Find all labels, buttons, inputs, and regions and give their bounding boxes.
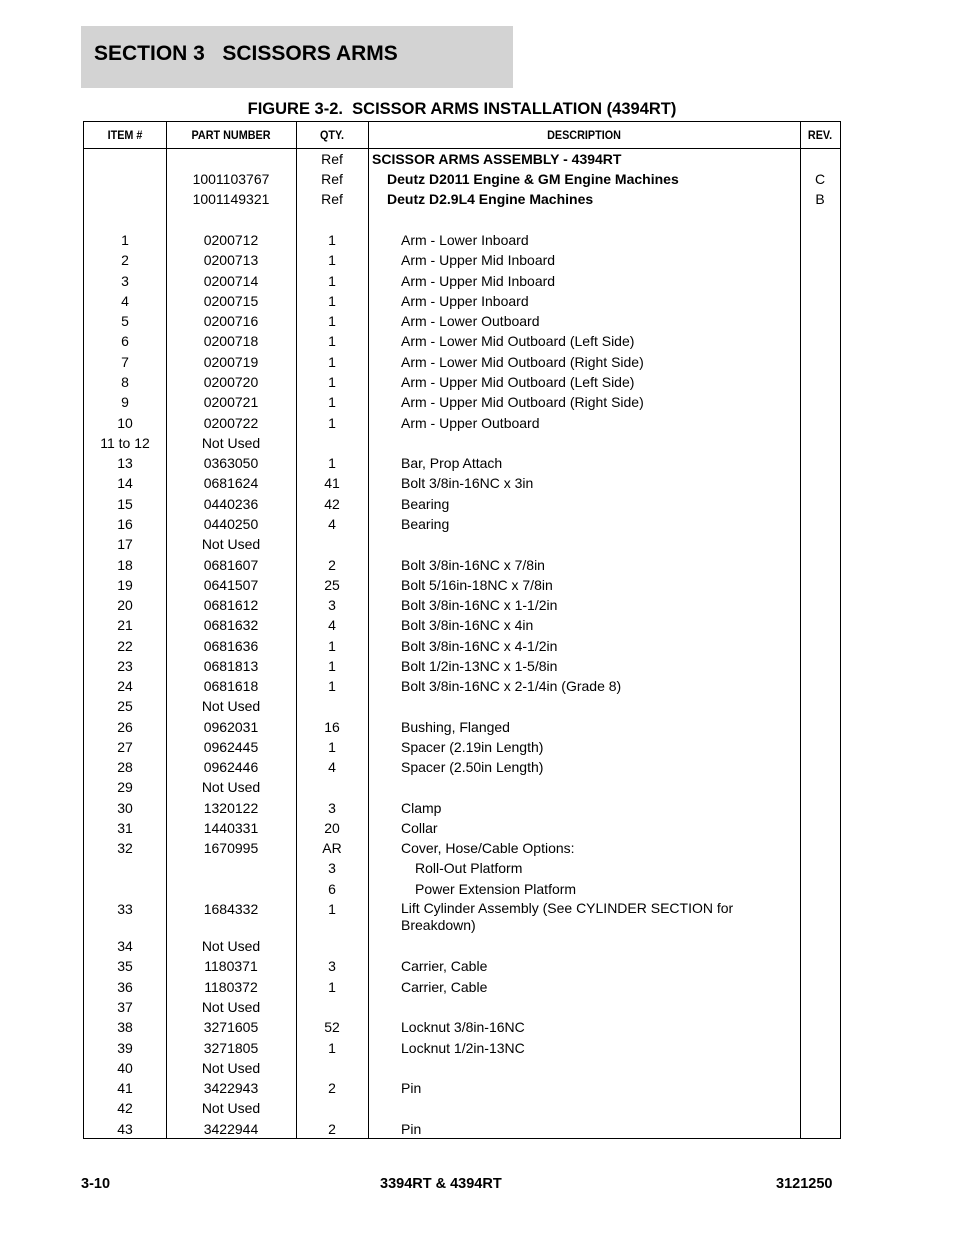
document-number: 3121250 xyxy=(776,1176,833,1192)
quantity-cell: 3 xyxy=(328,800,336,816)
description-cell: Power Extension Platform xyxy=(415,881,577,897)
quantity-cell: 1 xyxy=(328,333,336,349)
part-number-cell: Not Used xyxy=(201,435,261,451)
quantity-cell: 3 xyxy=(328,860,336,876)
table-row xyxy=(84,657,840,676)
header-qty: QTY. xyxy=(319,128,344,142)
item-number-cell: 37 xyxy=(117,999,133,1015)
description-cell: Bearing xyxy=(401,516,450,532)
quantity-cell: 4 xyxy=(328,516,336,532)
table-row xyxy=(84,1079,840,1098)
quantity-cell: Ref xyxy=(321,191,343,207)
item-number-cell: 4 xyxy=(121,293,129,309)
item-number-cell: 21 xyxy=(117,617,133,633)
table-row xyxy=(84,616,840,635)
item-number-cell: 15 xyxy=(117,496,133,512)
description-cell: Carrier, Cable xyxy=(401,979,488,995)
item-number-cell: 32 xyxy=(117,840,133,856)
item-number-cell: 14 xyxy=(117,475,133,491)
table-row xyxy=(84,1120,840,1139)
quantity-cell: 1 xyxy=(328,901,336,917)
table-row xyxy=(84,799,840,818)
parts-table xyxy=(83,121,841,1139)
description-cell: Pin xyxy=(401,1121,422,1137)
quantity-cell: 1 xyxy=(328,273,336,289)
table-row xyxy=(84,251,840,270)
quantity-cell: 1 xyxy=(328,678,336,694)
item-number-cell: 39 xyxy=(117,1040,133,1056)
header-rev: REV. xyxy=(807,128,833,142)
quantity-cell: 6 xyxy=(328,881,336,897)
quantity-cell: 52 xyxy=(324,1019,340,1035)
table-row xyxy=(84,1059,840,1078)
part-number-cell: 0200716 xyxy=(203,313,259,329)
table-row xyxy=(84,150,840,169)
quantity-cell: 1 xyxy=(328,638,336,654)
quantity-cell: 1 xyxy=(328,1040,336,1056)
description-cell: Bolt 3/8in-16NC x 4-1/2in xyxy=(401,638,558,654)
table-row xyxy=(84,535,840,554)
table-row xyxy=(84,596,840,615)
part-number-cell: 0363050 xyxy=(203,455,259,471)
description-cell: Carrier, Cable xyxy=(401,958,488,974)
part-number-cell: 1684332 xyxy=(203,901,259,917)
description-cell: Cover, Hose/Cable Options: xyxy=(401,840,575,856)
quantity-cell: 1 xyxy=(328,415,336,431)
table-row xyxy=(84,937,840,956)
quantity-cell: 4 xyxy=(328,617,336,633)
quantity-cell: 41 xyxy=(324,475,340,491)
header-item: ITEM # xyxy=(107,128,143,142)
table-row xyxy=(84,1099,840,1118)
quantity-cell: 3 xyxy=(328,958,336,974)
item-number-cell: 41 xyxy=(117,1080,133,1096)
revision-cell: B xyxy=(815,191,825,207)
part-number-cell: 0440236 xyxy=(203,496,259,512)
description-cell: Arm - Upper Inboard xyxy=(401,293,529,309)
part-number-cell: Not Used xyxy=(201,698,261,714)
table-row xyxy=(84,900,840,933)
description-cell: Spacer (2.19in Length) xyxy=(401,739,544,755)
header-divider xyxy=(84,148,840,149)
description-cell: SCISSOR ARMS ASSEMBLY - 4394RT xyxy=(372,151,622,167)
part-number-cell: 1001149321 xyxy=(192,191,270,207)
table-row xyxy=(84,434,840,453)
part-number-cell: 0962031 xyxy=(203,719,259,735)
item-number-cell: 24 xyxy=(117,678,133,694)
table-row xyxy=(84,312,840,331)
item-number-cell: 36 xyxy=(117,979,133,995)
quantity-cell: 42 xyxy=(324,496,340,512)
part-number-cell: 0200720 xyxy=(203,374,259,390)
description-cell: Collar xyxy=(401,820,438,836)
quantity-cell: 1 xyxy=(328,658,336,674)
part-number-cell: 0200718 xyxy=(203,333,259,349)
section-header xyxy=(81,26,513,88)
item-number-cell: 18 xyxy=(117,557,133,573)
table-row xyxy=(84,272,840,291)
quantity-cell: 1 xyxy=(328,232,336,248)
part-number-cell: 0962446 xyxy=(203,759,259,775)
table-row xyxy=(84,373,840,392)
item-number-cell: 26 xyxy=(117,719,133,735)
part-number-cell: 3271805 xyxy=(203,1040,259,1056)
item-number-cell: 17 xyxy=(117,536,133,552)
table-row xyxy=(84,414,840,433)
part-number-cell: 1440331 xyxy=(203,820,259,836)
description-cell: Bolt 5/16in-18NC x 7/8in xyxy=(401,577,553,593)
description-cell: Arm - Upper Mid Inboard xyxy=(401,273,556,289)
item-number-cell: 13 xyxy=(117,455,133,471)
quantity-cell: 2 xyxy=(328,1080,336,1096)
part-number-cell: 1180372 xyxy=(204,979,258,995)
table-row xyxy=(84,880,840,899)
item-number-cell: 1 xyxy=(121,232,129,248)
quantity-cell: 3 xyxy=(328,597,336,613)
quantity-cell: 25 xyxy=(324,577,340,593)
table-row xyxy=(84,677,840,696)
table-row xyxy=(84,1039,840,1058)
item-number-cell: 2 xyxy=(121,252,129,268)
item-number-cell: 28 xyxy=(117,759,133,775)
part-number-cell: Not Used xyxy=(201,1100,261,1116)
description-cell: Arm - Lower Mid Outboard (Right Side) xyxy=(401,354,644,370)
item-number-cell: 9 xyxy=(121,394,129,410)
description-cell: Deutz D2.9L4 Engine Machines xyxy=(387,191,594,207)
description-cell: Bar, Prop Attach xyxy=(401,455,503,471)
item-number-cell: 19 xyxy=(117,577,133,593)
part-number-cell: 0681612 xyxy=(203,597,259,613)
description-cell: Arm - Upper Mid Inboard xyxy=(401,252,556,268)
quantity-cell: 20 xyxy=(324,820,340,836)
part-number-cell: 1670995 xyxy=(203,840,259,856)
table-row xyxy=(84,1018,840,1037)
item-number-cell: 25 xyxy=(117,698,133,714)
item-number-cell: 23 xyxy=(117,658,133,674)
description-cell: Lift Cylinder Assembly (See CYLINDER SECTION for Breakdown) xyxy=(401,900,734,933)
part-number-cell: 0200719 xyxy=(203,354,259,370)
item-number-cell: 5 xyxy=(121,313,129,329)
description-cell: Bolt 3/8in-16NC x 4in xyxy=(401,617,534,633)
table-row xyxy=(84,393,840,412)
description-cell: Roll-Out Platform xyxy=(415,860,523,876)
table-row xyxy=(84,454,840,473)
item-number-cell: 27 xyxy=(117,739,133,755)
part-number-cell: Not Used xyxy=(201,779,261,795)
table-row xyxy=(84,190,840,209)
table-row xyxy=(84,170,840,189)
description-cell: Spacer (2.50in Length) xyxy=(401,759,544,775)
item-number-cell: 29 xyxy=(117,779,133,795)
quantity-cell: 1 xyxy=(328,293,336,309)
header-part-number: PART NUMBER xyxy=(191,128,271,142)
item-number-cell: 35 xyxy=(117,958,133,974)
table-row xyxy=(84,758,840,777)
quantity-cell: AR xyxy=(322,840,342,856)
table-row xyxy=(84,978,840,997)
table-row xyxy=(84,778,840,797)
quantity-cell: 1 xyxy=(328,455,336,471)
quantity-cell: Ref xyxy=(321,151,343,167)
table-row xyxy=(84,718,840,737)
part-number-cell: Not Used xyxy=(201,938,261,954)
part-number-cell: 0200715 xyxy=(203,293,259,309)
item-number-cell: 7 xyxy=(121,354,129,370)
quantity-cell: 1 xyxy=(328,739,336,755)
part-number-cell: 0681636 xyxy=(203,638,259,654)
part-number-cell: 0200721 xyxy=(203,394,259,410)
part-number-cell: Not Used xyxy=(201,1060,261,1076)
part-number-cell: 0681813 xyxy=(203,658,259,674)
table-row xyxy=(84,859,840,878)
quantity-cell: 2 xyxy=(328,1121,336,1137)
part-number-cell: 0200713 xyxy=(203,252,259,268)
part-number-cell: 0440250 xyxy=(203,516,259,532)
item-number-cell: 20 xyxy=(117,597,133,613)
description-cell: Deutz D2011 Engine & GM Engine Machines xyxy=(387,171,679,187)
table-row xyxy=(84,998,840,1017)
quantity-cell: Ref xyxy=(321,171,343,187)
description-cell: Arm - Upper Outboard xyxy=(401,415,540,431)
item-number-cell: 10 xyxy=(117,415,133,431)
item-number-cell: 16 xyxy=(117,516,133,532)
revision-cell: C xyxy=(814,171,826,187)
description-cell: Arm - Lower Inboard xyxy=(401,232,529,248)
description-cell: Arm - Lower Mid Outboard (Left Side) xyxy=(401,333,635,349)
description-cell: Arm - Lower Outboard xyxy=(401,313,540,329)
item-number-cell: 34 xyxy=(117,938,133,954)
item-number-cell: 33 xyxy=(117,901,133,917)
description-cell: Locknut 3/8in-16NC xyxy=(401,1019,525,1035)
description-cell: Bushing, Flanged xyxy=(401,719,510,735)
header-description: DESCRIPTION xyxy=(547,128,621,142)
quantity-cell: 1 xyxy=(328,252,336,268)
item-number-cell: 11 to 12 xyxy=(100,435,150,451)
part-number-cell: 3422943 xyxy=(203,1080,259,1096)
description-cell: Clamp xyxy=(401,800,442,816)
part-number-cell: 3271605 xyxy=(203,1019,259,1035)
quantity-cell: 4 xyxy=(328,759,336,775)
table-row xyxy=(84,819,840,838)
table-row xyxy=(84,839,840,858)
item-number-cell: 6 xyxy=(121,333,129,349)
table-row xyxy=(84,474,840,493)
section-title: SECTION 3 SCISSORS ARMS xyxy=(94,42,398,65)
table-row xyxy=(84,332,840,351)
table-row xyxy=(84,495,840,514)
part-number-cell: 0962445 xyxy=(203,739,259,755)
description-cell: Pin xyxy=(401,1080,422,1096)
item-number-cell: 40 xyxy=(117,1060,133,1076)
part-number-cell: 0681607 xyxy=(203,557,259,573)
table-row xyxy=(84,292,840,311)
quantity-cell: 16 xyxy=(324,719,340,735)
table-row xyxy=(84,515,840,534)
table-row xyxy=(84,957,840,976)
description-cell: Bolt 1/2in-13NC x 1-5/8in xyxy=(401,658,558,674)
table-row xyxy=(84,738,840,757)
description-cell: Bearing xyxy=(401,496,450,512)
description-cell: Arm - Upper Mid Outboard (Left Side) xyxy=(401,374,635,390)
item-number-cell: 8 xyxy=(121,374,129,390)
item-number-cell: 31 xyxy=(117,820,133,836)
part-number-cell: Not Used xyxy=(201,999,261,1015)
item-number-cell: 42 xyxy=(117,1100,133,1116)
description-cell: Locknut 1/2in-13NC xyxy=(401,1040,525,1056)
page-number: 3-10 xyxy=(81,1176,111,1192)
description-cell: Bolt 3/8in-16NC x 7/8in xyxy=(401,557,545,573)
table-row xyxy=(84,576,840,595)
item-number-cell: 43 xyxy=(117,1121,133,1137)
part-number-cell: 1180371 xyxy=(204,958,258,974)
model-name: 3394RT & 4394RT xyxy=(380,1176,502,1192)
quantity-cell: 1 xyxy=(328,374,336,390)
table-row xyxy=(84,637,840,656)
figure-title: FIGURE 3-2. SCISSOR ARMS INSTALLATION (4394RT) xyxy=(247,100,677,118)
description-cell: Bolt 3/8in-16NC x 2-1/4in (Grade 8) xyxy=(401,678,622,694)
part-number-cell: 0200714 xyxy=(203,273,259,289)
part-number-cell: 0681624 xyxy=(203,475,259,491)
table-row xyxy=(84,556,840,575)
item-number-cell: 38 xyxy=(117,1019,133,1035)
quantity-cell: 1 xyxy=(328,313,336,329)
part-number-cell: 0681632 xyxy=(203,617,259,633)
part-number-cell: 3422944 xyxy=(203,1121,259,1137)
description-cell: Arm - Upper Mid Outboard (Right Side) xyxy=(401,394,644,410)
item-number-cell: 22 xyxy=(117,638,133,654)
quantity-cell: 1 xyxy=(328,354,336,370)
item-number-cell: 3 xyxy=(121,273,129,289)
part-number-cell: Not Used xyxy=(201,536,261,552)
part-number-cell: 0641507 xyxy=(203,577,259,593)
part-number-cell: 1320122 xyxy=(203,800,259,816)
description-cell: Bolt 3/8in-16NC x 1-1/2in xyxy=(401,597,558,613)
table-row xyxy=(84,697,840,716)
part-number-cell: 0200712 xyxy=(203,232,259,248)
table-row xyxy=(84,353,840,372)
part-number-cell: 1001103767 xyxy=(192,171,270,187)
quantity-cell: 2 xyxy=(328,557,336,573)
description-cell: Bolt 3/8in-16NC x 3in xyxy=(401,475,534,491)
quantity-cell: 1 xyxy=(328,394,336,410)
item-number-cell: 30 xyxy=(117,800,133,816)
table-row xyxy=(84,231,840,250)
part-number-cell: 0200722 xyxy=(203,415,259,431)
part-number-cell: 0681618 xyxy=(203,678,259,694)
quantity-cell: 1 xyxy=(328,979,336,995)
